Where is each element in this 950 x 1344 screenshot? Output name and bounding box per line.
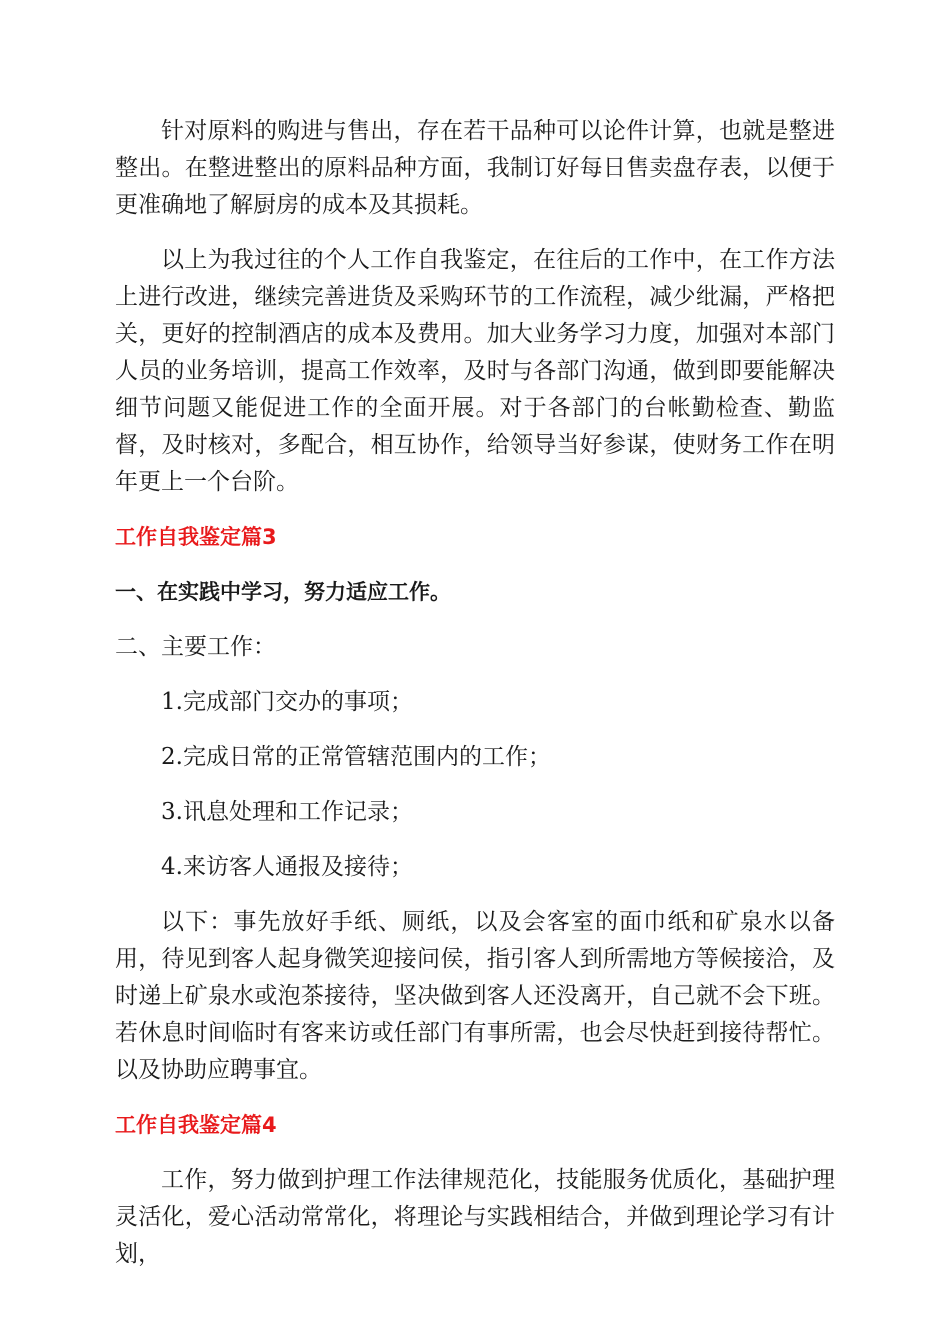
paragraph-reception-duties: 以下：事先放好手纸、厕纸，以及会客室的面巾纸和矿泉水以备用，待见到客人起身微笑迎接问侯，指引客人到所需地方等候接洽，及时递上矿泉水或泡茶接待，坚决做到客人还没离开，自己就不会下班。若休息时间临时有客来访或任部门有事所需，也会尽快赶到接待帮忙。以及协助应聘事宜。	[115, 909, 835, 1083]
list-item: 1.完成部门交办的事项；	[161, 689, 413, 715]
section-title-main-work: 二、主要工作：	[115, 634, 276, 660]
paragraph-nursing-work: 工作，努力做到护理工作法律规范化，技能服务优质化，基础护理灵活化，爱心活动常常化，将理论与实践相结合，并做到理论学习有计划，	[115, 1167, 835, 1267]
document-body	[115, 113, 835, 1273]
section-title-practice: 一、在实践中学习，努力适应工作。	[115, 580, 451, 604]
paragraph-raw-materials: 针对原料的购进与售出，存在若干品种可以论件计算，也就是整进整出。在整进整出的原料品种方面，我制订好每日售卖盘存表，以便于更准确地了解厨房的成本及其损耗。	[115, 118, 835, 218]
list-item: 3.讯息处理和工作记录；	[161, 799, 413, 825]
list-item: 2.完成日常的正常管辖范围内的工作；	[161, 744, 551, 770]
heading-part-3: 工作自我鉴定篇3	[115, 525, 277, 549]
paragraph-self-assessment-summary: 以上为我过往的个人工作自我鉴定，在往后的工作中，在工作方法上进行改进，继续完善进货及采购环节的工作流程，减少纰漏，严格把关，更好的控制酒店的成本及费用。加大业务学习力度，加强对本部门人员的业务培训，提高工作效率，及时与各部门沟通，做到即要能解决细节问题又能促进工作的全面开展。对于各部门的台帐勤检查、勤监督，及时核对，多配合，相互协作，给领导当好参谋，使财务工作在明年更上一个台阶。	[115, 247, 835, 495]
list-item: 4.来访客人通报及接待；	[161, 854, 413, 880]
heading-part-4: 工作自我鉴定篇4	[115, 1113, 277, 1137]
